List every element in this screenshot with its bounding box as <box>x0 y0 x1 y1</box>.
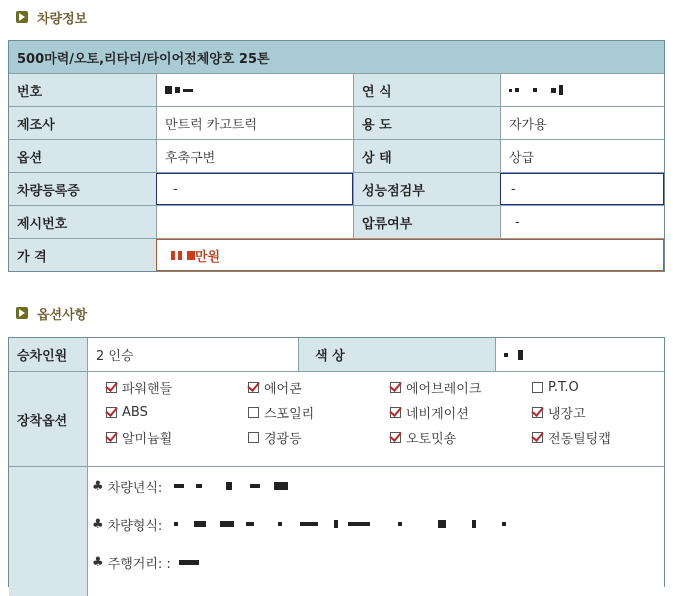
vehicle-info-table <box>8 40 665 272</box>
redacted-value <box>179 560 202 565</box>
options-table <box>8 337 665 587</box>
color-label: 색 상 <box>298 338 495 371</box>
table-row <box>9 106 664 139</box>
redacted-mark <box>178 251 182 260</box>
vehicle-info-header: 500마력/오토,리타더/타이어전체양호 25톤 <box>9 41 664 73</box>
registration-label: 차량등록증 <box>9 173 156 205</box>
option-label-text: ABS <box>122 405 148 420</box>
play-bullet-icon <box>16 11 28 23</box>
table-row <box>9 205 664 238</box>
description-mileage-line <box>92 543 202 581</box>
description-content <box>87 467 664 596</box>
description-mileage-label: 주행거리: : <box>107 556 171 572</box>
table-row <box>9 466 664 596</box>
checkbox[interactable] <box>106 432 117 443</box>
checkbox[interactable] <box>532 407 543 418</box>
redacted-value <box>174 520 509 528</box>
checkbox[interactable] <box>390 382 401 393</box>
option-label-text: 에어콘 <box>264 382 302 397</box>
table-row <box>9 139 664 172</box>
options-section-title <box>16 303 87 323</box>
option-navigation[interactable] <box>390 403 532 422</box>
redacted-mark <box>515 88 519 92</box>
inspection-value: - <box>500 173 664 205</box>
passengers-label: 승차인원 <box>9 338 87 371</box>
option-alloy-wheel[interactable] <box>106 428 248 447</box>
option-air-conditioner[interactable] <box>248 378 390 397</box>
manufacturer-value: 만트럭 카고트럭 <box>156 107 353 139</box>
usage-value: 자가용 <box>500 107 664 139</box>
condition-label: 상 태 <box>353 140 500 172</box>
option-abs[interactable] <box>106 403 248 422</box>
vehicle-info-title-text: 차량정보 <box>37 11 88 27</box>
equipment-checkbox-grid <box>88 372 662 453</box>
manufacturer-label: 제조사 <box>9 107 156 139</box>
registration-value: - <box>156 173 353 205</box>
checkbox[interactable] <box>248 407 259 418</box>
description-type-label: 차량형식: <box>107 518 163 534</box>
redacted-mark <box>504 353 508 357</box>
table-row <box>9 73 664 106</box>
checkbox[interactable] <box>106 407 117 418</box>
option-label-text: P.T.O <box>548 380 579 395</box>
price-unit: 만원 <box>195 249 221 265</box>
plate-number-label: 번호 <box>9 74 156 106</box>
option-power-steering[interactable] <box>106 378 248 397</box>
redacted-mark <box>551 88 556 93</box>
options-title-text: 옵션사항 <box>37 307 88 323</box>
passengers-value: 2 인승 <box>87 338 298 371</box>
club-bullet-icon: ♣ <box>92 478 104 494</box>
table-row <box>9 238 664 271</box>
vehicle-info-section-title <box>16 7 87 27</box>
checkbox[interactable] <box>532 382 543 393</box>
checkbox[interactable] <box>106 382 117 393</box>
option-label-text: 파워핸들 <box>122 382 173 397</box>
option-air-brake[interactable] <box>390 378 532 397</box>
usage-label: 용 도 <box>353 107 500 139</box>
vehicle-info-header-row <box>9 41 664 73</box>
checkbox[interactable] <box>390 432 401 443</box>
option-label: 옵션 <box>9 140 156 172</box>
redacted-mark <box>165 86 172 94</box>
redacted-mark <box>183 89 193 92</box>
display-number-label: 제시번호 <box>9 206 156 238</box>
option-label-text: 네비게이션 <box>406 407 469 422</box>
table-row <box>9 172 664 205</box>
seizure-value: - <box>500 206 664 238</box>
redacted-mark <box>509 89 512 92</box>
redacted-mark <box>559 85 563 95</box>
equipment-options <box>87 372 664 466</box>
option-label-text: 알미늄휠 <box>122 432 173 447</box>
checkbox[interactable] <box>390 407 401 418</box>
redacted-mark <box>171 251 175 260</box>
option-label-text: 냉장고 <box>548 407 586 422</box>
checkbox[interactable] <box>532 432 543 443</box>
redacted-mark <box>187 251 195 260</box>
condition-value: 상급 <box>500 140 664 172</box>
redacted-mark <box>175 87 180 93</box>
option-power-tilting-cab[interactable] <box>532 428 662 447</box>
plate-number-value <box>156 74 353 106</box>
equipment-label: 장착옵션 <box>9 372 87 466</box>
description-type-line <box>92 505 509 543</box>
option-refrigerator[interactable] <box>532 403 662 422</box>
club-bullet-icon: ♣ <box>92 516 104 532</box>
price-label: 가 격 <box>9 239 156 271</box>
option-label-text: 경광등 <box>264 432 302 447</box>
description-year-label: 차량년식: <box>107 480 163 496</box>
option-beacon-light[interactable] <box>248 428 390 447</box>
option-label-text: 전동틸팅캡 <box>548 432 611 447</box>
club-bullet-icon: ♣ <box>92 554 104 570</box>
checkbox[interactable] <box>248 432 259 443</box>
checkbox[interactable] <box>248 382 259 393</box>
option-label-text: 에어브레이크 <box>406 382 482 397</box>
redacted-value <box>174 482 291 490</box>
option-automatic[interactable] <box>390 428 532 447</box>
description-label <box>9 467 87 596</box>
option-spoiler[interactable] <box>248 403 390 422</box>
option-value: 후축구변 <box>156 140 353 172</box>
seizure-label: 압류여부 <box>353 206 500 238</box>
inspection-label: 성능점검부 <box>353 173 500 205</box>
play-bullet-icon <box>16 307 28 319</box>
description-year-line <box>92 467 291 505</box>
display-number-value <box>156 206 353 238</box>
model-year-value <box>500 74 664 106</box>
model-year-label: 연 식 <box>353 74 500 106</box>
option-label-text: 스포일리 <box>264 407 315 422</box>
redacted-mark <box>533 88 537 92</box>
option-pto[interactable] <box>532 378 662 397</box>
table-row <box>9 371 664 466</box>
color-value <box>495 338 664 371</box>
price-value <box>156 239 664 271</box>
option-label-text: 오토밋숑 <box>406 432 457 447</box>
redacted-mark <box>518 350 523 360</box>
table-row <box>9 338 664 371</box>
